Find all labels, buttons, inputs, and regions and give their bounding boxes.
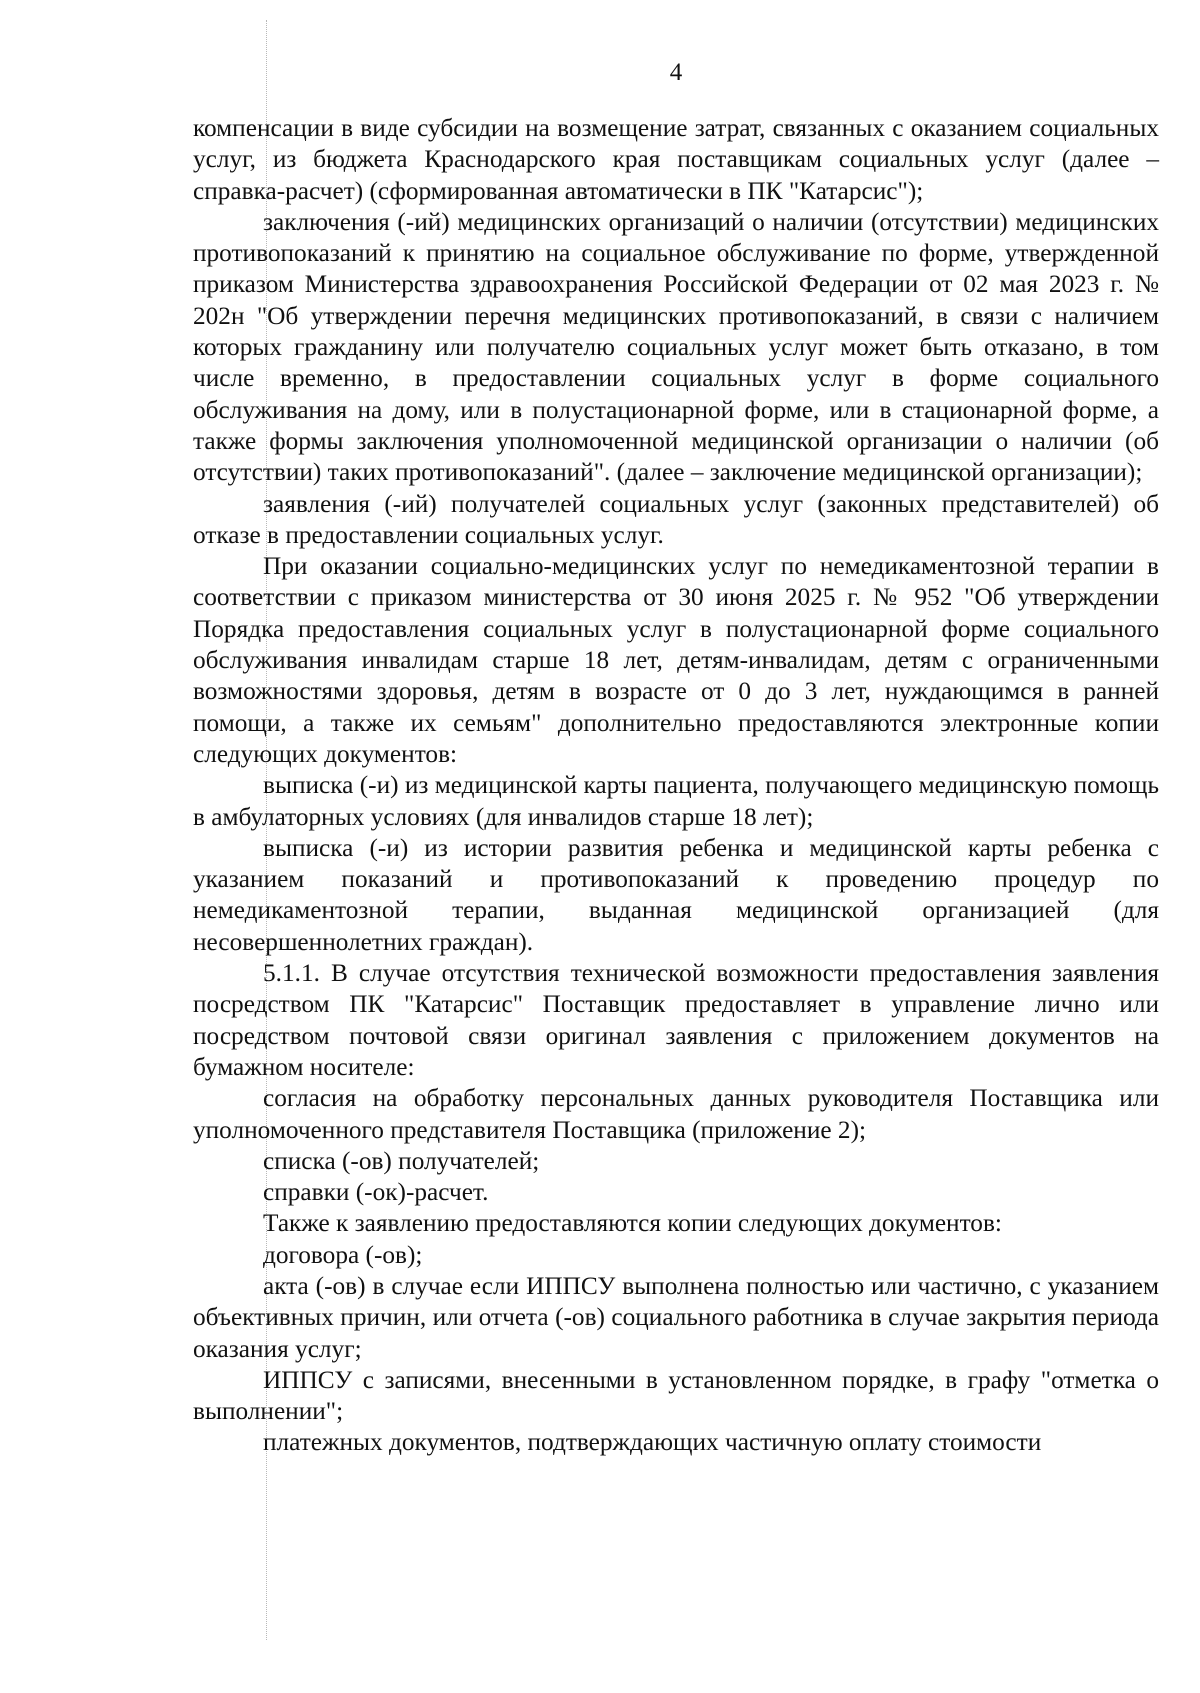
paragraph: ИППСУ с записями, внесенными в установленном порядке, в графу "отметка о выполнении";	[193, 1365, 1159, 1426]
paragraph: акта (-ов) в случае если ИППСУ выполнена полностью или частично, с указанием объективных причин, или отчета (-ов) социального работника в случае закрытия периода оказания услуг;	[193, 1271, 1159, 1363]
paragraph: выписка (-и) из истории развития ребенка и медицинской карты ребенка с указанием показаний и противопоказаний к проведению процедур по немедикаментозной терапии, выданная медицинской организацией (для несовершеннолетних граждан).	[193, 833, 1159, 956]
paragraph: компенсации в виде субсидии на возмещение затрат, связанных с оказанием социальных услуг, из бюджета Краснодарского края поставщикам социальных услуг (далее – справка-расчет) (сформированная автоматически в ПК "Катарсис");	[193, 114, 1159, 205]
paragraph: списка (-ов) получателей;	[263, 1146, 540, 1175]
paragraph: При оказании социально-медицинских услуг по немедикаментозной терапии в соответствии с приказом министерства от 30 июня 2025 г. № 952 "Об утверждении Порядка предоставления социальных услуг в полустационарной форме социального обслуживания инвалидам старше 18 лет, детям-инвалидам, детям с ограниченными возможностями здоровья, детям в возрасте от 0 до 3 лет, нуждающимся в ранней помощи, а также их семьям" дополнительно предоставляются электронные копии следующих документов:	[193, 552, 1159, 768]
paragraph: заявления (-ий) получателей социальных услуг (законных представителей) об отказе в предоставлении социальных услуг.	[193, 489, 1159, 549]
paragraph: справки (-ок)-расчет.	[263, 1178, 489, 1207]
document-body	[193, 113, 1159, 1459]
paragraph: выписка (-и) из медицинской карты пациента, получающего медицинскую помощь в амбулаторных условиях (для инвалидов старше 18 лет);	[193, 771, 1159, 831]
paragraph: заключения (-ий) медицинских организаций о наличии (отсутствии) медицинских противопоказаний к принятию на социальное обслуживание по форме, утвержденной приказом Министерства здравоохранения Российской Федерации от 02 мая 2023 г. № 202н "Об утверждении перечня медицинских противопоказаний, в связи с наличием которых гражданину или получателю социальных услуг может быть отказано, в том числе временно, в предоставлении социальных услуг в форме социального обслуживания на дому, или в полустационарной форме, или в стационарной форме, а также формы заключения уполномоченной медицинской организации о наличии (об отсутствии) таких противопоказаний". (далее – заключение медицинской организации);	[193, 207, 1159, 487]
page-number: 4	[669, 59, 683, 86]
paragraph: договора (-ов);	[263, 1240, 423, 1269]
paragraph: согласия на обработку персональных данных руководителя Поставщика или уполномоченного представителя Поставщика (приложение 2);	[193, 1084, 1159, 1144]
paragraph: платежных документов, подтверждающих частичную оплату стоимости	[263, 1428, 1042, 1457]
paragraph: 5.1.1. В случае отсутствия технической возможности предоставления заявления посредством ПК "Катарсис" Поставщик предоставляет в управление лично или посредством почтовой связи оригинал заявления с приложением документов на бумажном носителе:	[193, 959, 1159, 1081]
paragraph: Также к заявлению предоставляются копии следующих документов:	[263, 1209, 1002, 1238]
